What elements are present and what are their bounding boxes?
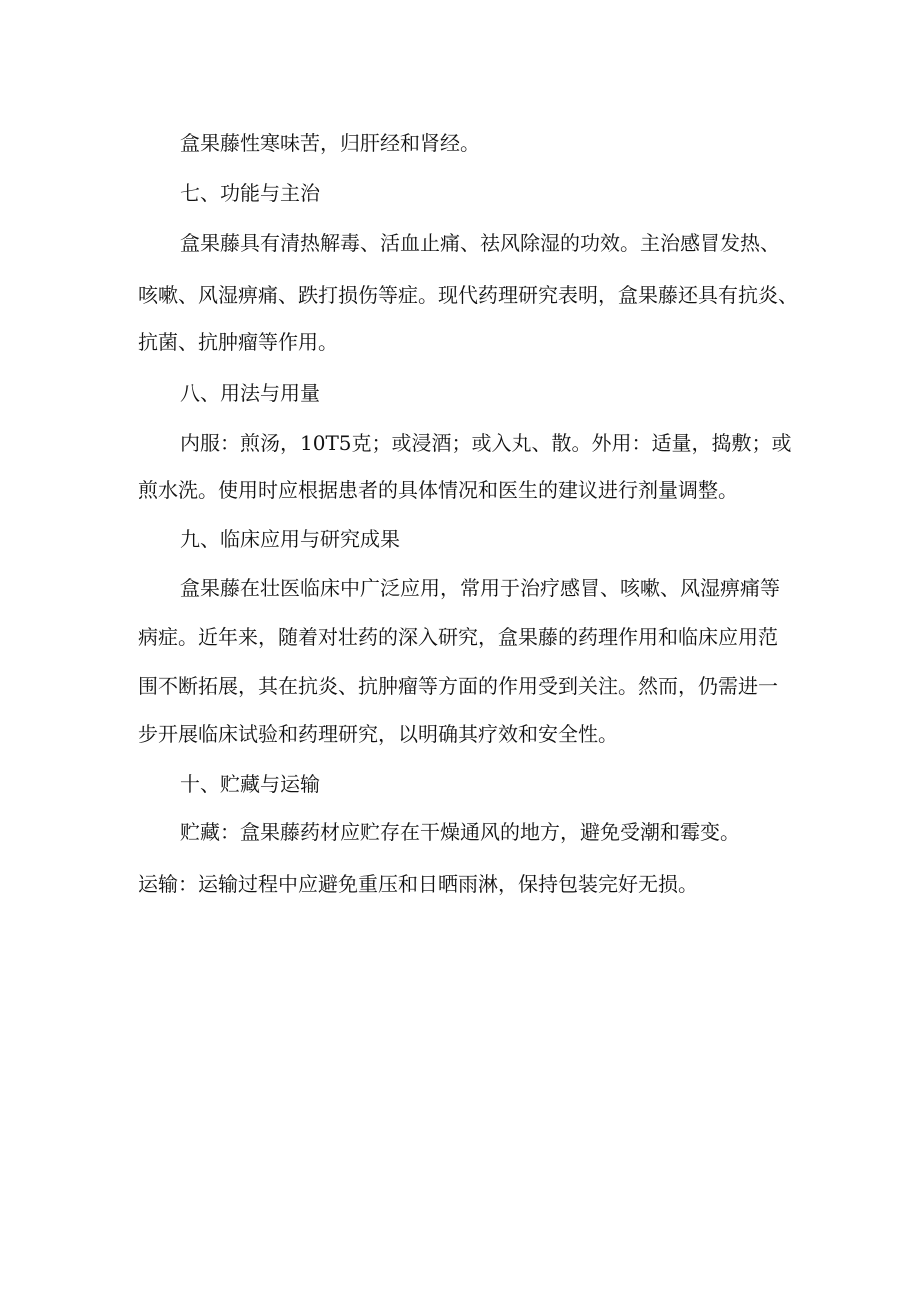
section-heading-clinical: 九、临床应用与研究成果 <box>180 527 400 551</box>
paragraph-usage-line: 煎水洗。使用时应根据患者的具体情况和医生的建议进行剂量调整。 <box>138 478 738 502</box>
paragraph-clinical-line: 围不断拓展，其在抗炎、抗肿瘤等方面的作用受到关注。然而，仍需进一 <box>138 674 778 698</box>
section-heading-functions: 七、功能与主治 <box>180 181 320 205</box>
paragraph-storage: 贮藏：盒果藤药材应贮存在干燥通风的地方，避免受潮和霉变。 <box>180 820 740 844</box>
paragraph-functions-line: 抗菌、抗肿瘤等作用。 <box>138 330 338 354</box>
paragraph-functions-line: 盒果藤具有清热解毒、活血止痛、祛风除湿的功效。主治感冒发热、 <box>180 231 780 255</box>
section-heading-usage: 八、用法与用量 <box>180 381 320 405</box>
paragraph-transport: 运输：运输过程中应避免重压和日晒雨淋，保持包装完好无损。 <box>138 872 698 896</box>
section-heading-storage: 十、贮藏与运输 <box>180 772 320 796</box>
paragraph-functions-line: 咳嗽、风湿痹痛、跌打损伤等症。现代药理研究表明，盒果藤还具有抗炎、 <box>138 283 798 307</box>
paragraph-nature-taste: 盒果藤性寒味苦，归肝经和肾经。 <box>180 131 480 155</box>
paragraph-clinical-line: 病症。近年来，随着对壮药的深入研究，盒果藤的药理作用和临床应用范 <box>138 625 778 649</box>
paragraph-clinical-line: 步开展临床试验和药理研究，以明确其疗效和安全性。 <box>138 722 618 746</box>
paragraph-clinical-line: 盒果藤在壮医临床中广泛应用，常用于治疗感冒、咳嗽、风湿痹痛等 <box>180 576 780 600</box>
paragraph-usage-line: 内服：煎汤，10T5克；或浸酒；或入丸、散。外用：适量，捣敷；或 <box>180 431 792 455</box>
